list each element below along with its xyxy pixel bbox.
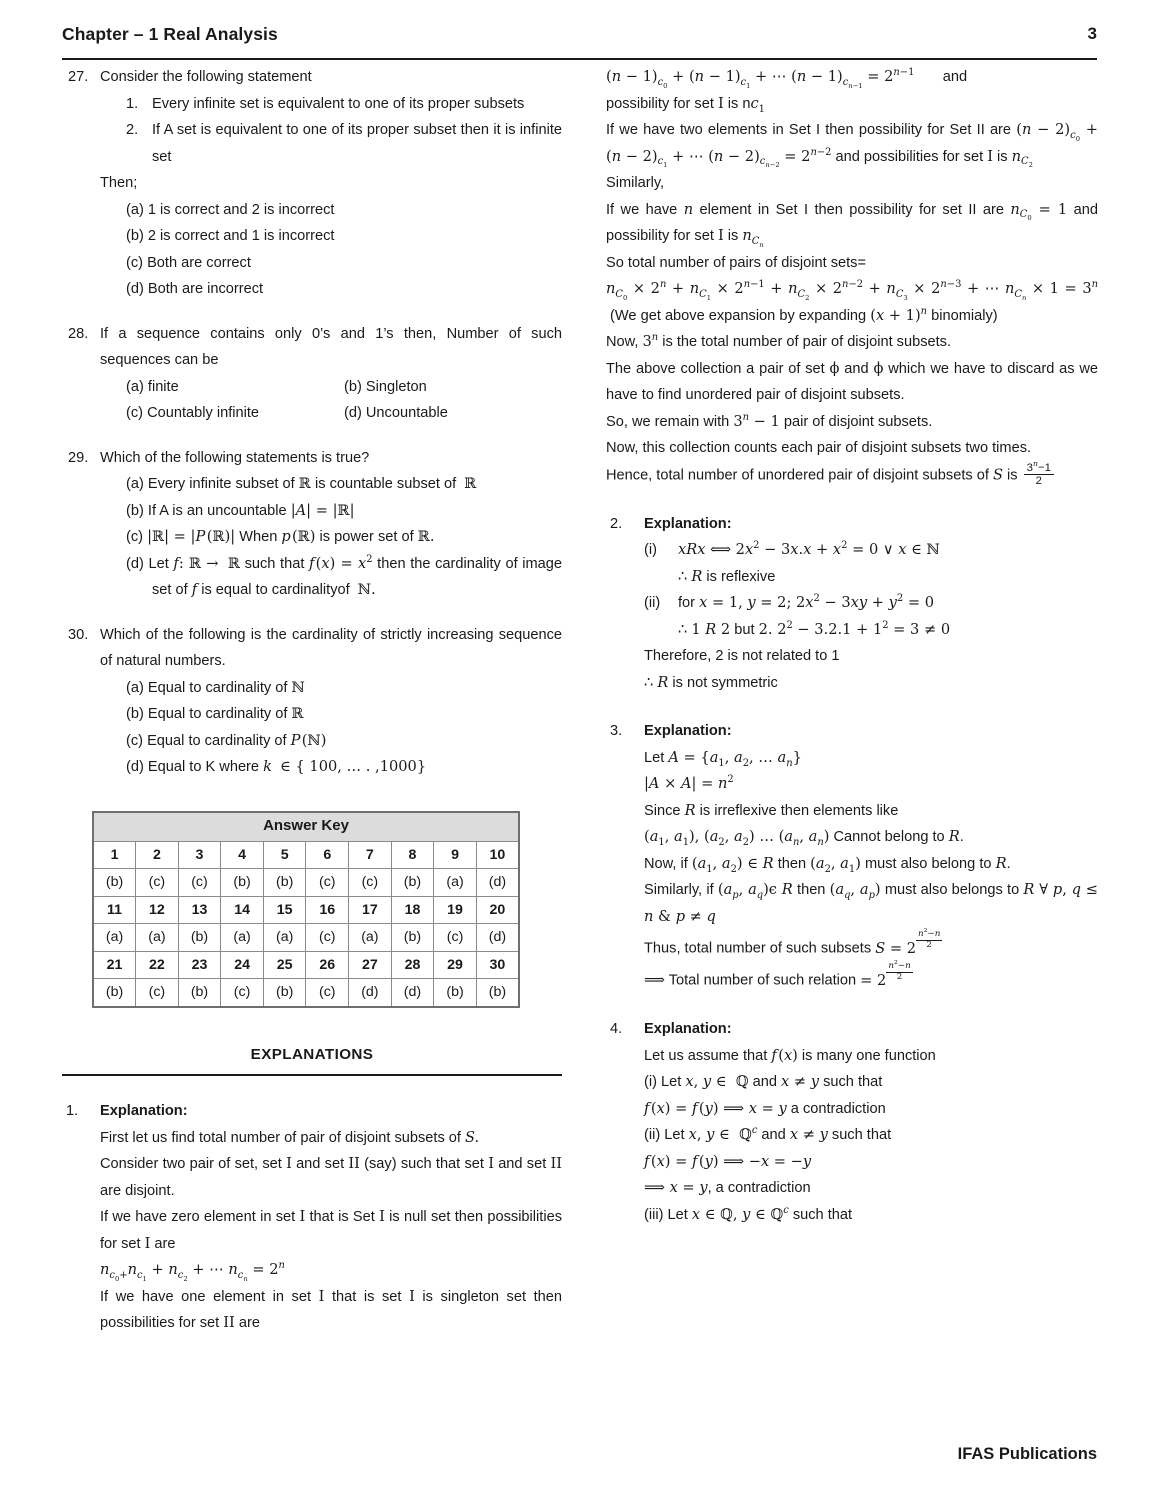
answer-key-question-number: 10 [476, 841, 519, 869]
page-header [62, 24, 1097, 60]
item-note: ∴ 1 R 2 but 2. $2^2 - 3.2.1 + 1^2 = 3 \ne 0$ [678, 619, 951, 638]
explanation-3 [606, 718, 1098, 994]
question-stem: Which of the following is the cardinality of strictly increasing sequence of natural numbers. [100, 626, 562, 669]
answer-key-question-number: 19 [434, 896, 477, 924]
answer-key-answer: (a) [263, 924, 306, 952]
answer-key-answer: (d) [476, 924, 519, 952]
answer-key-question-number: 3 [178, 841, 221, 869]
question-27 [62, 64, 562, 303]
answer-key-question-number: 4 [221, 841, 264, 869]
answer-key-answer: (d) [476, 869, 519, 897]
explanation-1-continued [606, 64, 1098, 489]
right-column [606, 64, 1098, 1228]
explanation-line: ⟹ x = y, a contradiction [644, 1179, 811, 1197]
chapter-title: Chapter – 1 Real Analysis [62, 24, 278, 44]
option-row [126, 400, 562, 427]
option-d[interactable]: (d) Let f: ℝ → ℝ such that f $(x) = x^2$ then the cardinality of image set of f is equal to cardinalityof ℕ. [126, 553, 563, 598]
explanation-number: 4. [610, 1021, 623, 1038]
question-body [100, 64, 562, 303]
answer-key-question-number: 5 [263, 841, 306, 869]
explanation-title: Explanation: [644, 723, 732, 740]
question-stem: If a sequence contains only 0’s and 1’s then, Number of such sequences can be [100, 325, 562, 368]
answer-key-question-number: 17 [349, 896, 392, 924]
answer-key-question-number: 24 [221, 951, 264, 979]
option-a[interactable]: (a) finite [126, 378, 179, 395]
question-body [100, 622, 562, 781]
item-body: for x = 1, y = 2; $2x^2 - 3xy + y^2 = 0$ [678, 593, 934, 612]
explanation-formula: $(n - 1)_{c_0} + (n - 1)_{c_1}$ + ⋯ $(n - 1)_{c_{n-1}} = 2^{n-1}$ and [606, 67, 968, 90]
page-footer: IFAS Publications [957, 1445, 1097, 1463]
explanations-divider [62, 1074, 562, 1076]
answer-key-number-row [93, 951, 519, 979]
sub-statement-number: 1. [126, 95, 139, 112]
answer-key-answer: (c) [221, 979, 264, 1007]
explanation-formula: $n_{c_0+}n_{c_1} + n_{c_2}$ + ⋯ $n_{c_n} = 2^n$ [100, 1260, 285, 1283]
answer-key-wrapper [92, 811, 562, 1008]
explanation-line: If we have one element in set I that is set I is singleton set then possibilities for set II are [100, 1287, 563, 1331]
explanation-number: 3. [610, 723, 623, 740]
answer-key-answer: (b) [93, 869, 136, 897]
answer-key-title: Answer Key [93, 812, 519, 842]
explanation-1 [62, 1098, 562, 1337]
answer-key-answer: (d) [349, 979, 392, 1007]
answer-key-question-number: 25 [263, 951, 306, 979]
explanation-line: Now, this collection counts each pair of disjoint subsets two times. [606, 440, 1032, 456]
question-body [100, 321, 562, 427]
question-29 [62, 445, 562, 604]
explanation-line: f (x) = f (y) ⟹ x = y a contradiction [644, 1099, 886, 1117]
question-number: 27. [68, 69, 89, 85]
explanation-line: Let $A = \{a_1$, $a_2$, … $a_n$} [644, 748, 802, 769]
answer-key-question-number: 23 [178, 951, 221, 979]
left-column [62, 64, 562, 1337]
explanation-line: So, we remain with $3^n - 1$ pair of disjoint subsets. [606, 411, 933, 430]
option-c[interactable]: (c) Countably infinite [126, 405, 260, 421]
explanation-number: 2. [610, 515, 623, 532]
answer-key-question-number: 20 [476, 896, 519, 924]
option-b[interactable]: (b) Equal to cardinality of ℝ [126, 705, 304, 722]
explanation-title: Explanation: [644, 1021, 732, 1038]
answer-key-question-number: 14 [221, 896, 264, 924]
explanation-4 [606, 1016, 1098, 1228]
explanation-line: Since R is irreflexive then elements like [644, 801, 899, 819]
option-b[interactable]: (b) 2 is correct and 1 is incorrect [126, 228, 335, 244]
explanation-formula: Thus, total number of such subsets S = 2 $\frac{n^2-n}{2}$ [644, 927, 941, 957]
answer-key-answer: (b) [93, 979, 136, 1007]
explanation-line: First let us find total number of pair of disjoint subsets of S. [100, 1128, 480, 1146]
sub-statement-text: If A set is equivalent to one of its proper subset then it is infinite set [152, 122, 562, 165]
answer-key-question-number: 12 [136, 896, 179, 924]
explanation-line: Now, 3$^n$ is the total number of pair of disjoint subsets. [606, 332, 952, 350]
explanation-title: Explanation: [100, 1103, 188, 1119]
answer-key-body [93, 841, 519, 1007]
answer-key-answer: (b) [476, 979, 519, 1007]
explanation-2 [606, 511, 1098, 697]
explanation-title: Explanation: [644, 515, 732, 532]
explanation-body [100, 1098, 562, 1337]
answer-key-question-number: 13 [178, 896, 221, 924]
item-body: xRx ⟺ $2x^2 - 3x.x + x^2 = 0$ ∨ x ∈ ℕ [678, 540, 940, 559]
answer-key-answer: (b) [178, 979, 221, 1007]
explanation-line: Hence, total number of unordered pair of disjoint subsets of S is $\frac{3^n-1}{2}$ [606, 462, 1098, 489]
question-stem: Consider the following statement [100, 69, 312, 85]
answer-key-question-number: 8 [391, 841, 434, 869]
explanation-formula: $n_{C_0} \times 2^n + n_{C_1} \times 2^{n-1} + n_{C_2} \times 2^{n-2} + n_{C_3} \times 2^{n-3}$ + ⋯ $n_{C_n} \times 1 = 3^n$ (We get above expansion by expanding $(x + 1)^n$ binomialy) [606, 279, 1099, 324]
answer-key-question-number: 15 [263, 896, 306, 924]
answer-key-question-number: 2 [136, 841, 179, 869]
explanation-body [644, 1016, 1098, 1228]
item-label: (i) [644, 542, 657, 559]
then-label: Then; [100, 175, 138, 191]
explanation-line: possibility for set I is $nc_1$ [606, 94, 765, 115]
option-c[interactable]: (c) Equal to cardinality of P (ℕ) [126, 731, 327, 749]
answer-key-answer: (c) [434, 924, 477, 952]
option-b[interactable]: (b) Singleton [344, 378, 427, 395]
explanation-formula: ⟹ Total number of such relation = 2 $\frac{n^2-n}{2}$ [644, 959, 911, 989]
answer-key-answer: (b) [221, 869, 264, 897]
explanations-heading: EXPLANATIONS [250, 1045, 374, 1063]
explanation-line: Now, if ($a_1$, $a_2$) ∈ R then ($a_2$, $a_1$) must also belong to R. [644, 854, 1011, 875]
explanation-line: Similarly, [606, 175, 665, 191]
question-number: 28. [68, 325, 89, 342]
item-label: (ii) [644, 595, 661, 612]
explanation-body [644, 511, 1098, 697]
option-d[interactable]: (d) Both are incorrect [126, 281, 264, 297]
question-number: 29. [68, 449, 89, 466]
answer-key-question-number: 29 [434, 951, 477, 979]
option-a[interactable]: (a) Equal to cardinality of ℕ [126, 678, 305, 696]
item-note: ∴ R is reflexive [678, 567, 776, 585]
option-b[interactable]: (b) If A is an uncountable |A| = |ℝ| [126, 501, 355, 519]
option-a[interactable]: (a) 1 is correct and 2 is incorrect [126, 201, 335, 218]
answer-key-question-number: 11 [93, 896, 136, 924]
explanation-line: Therefore, 2 is not related to 1 [644, 648, 840, 665]
answer-key-answer: (c) [306, 869, 349, 897]
option-c[interactable]: (c) |ℝ| = |P (ℝ)| When p (ℝ) is power set of ℝ. [126, 528, 435, 545]
answer-key-answer: (d) [391, 979, 434, 1007]
answer-key-answer: (a) [349, 924, 392, 952]
answer-key-answer: (c) [349, 869, 392, 897]
answer-key-answer: (b) [434, 979, 477, 1007]
sub-statement-number: 2. [126, 122, 139, 138]
answer-key-question-number: 26 [306, 951, 349, 979]
explanation-line: If we have two elements in Set I then possibility for Set II are $(n - 2)_{c_0} + (n - 2)_{c_1}$ + ⋯ $(n - 2)_{c_{n-2}} = 2^{n-2}$ and possibilities for set I is $n_{C_2}$ [606, 121, 1098, 170]
explanation-line: Consider two pair of set, set I and set II (say) such that set I and set II are disjoint. [100, 1155, 563, 1199]
answer-key-question-number: 28 [391, 951, 434, 979]
answer-key-question-number: 18 [391, 896, 434, 924]
explanation-item [644, 537, 1098, 564]
question-body [100, 445, 562, 604]
explanation-body [644, 718, 1098, 994]
question-number: 30. [68, 626, 89, 643]
explanation-line: (i) Let x, y ∈ ℚ and x ≠ y such that [644, 1073, 883, 1091]
answer-key-question-number: 21 [93, 951, 136, 979]
explanation-line: The above collection a pair of set ϕ and ϕ which we have to discard as we have to find unordered pair of disjoint subsets. [606, 359, 1098, 403]
explanation-line: ∴ R is not symmetric [644, 673, 778, 691]
answer-key-answer: (a) [221, 924, 264, 952]
explanation-line: ($a_1$, $a_1$), ($a_2$, $a_2$) … ($a_n$, $a_n$) Cannot belong to R. [644, 828, 964, 849]
answer-key-answer: (c) [136, 869, 179, 897]
explanation-item [644, 590, 1098, 617]
sub-statement [126, 117, 562, 170]
sub-statement-text: Every infinite set is equivalent to one of its proper subsets [152, 95, 525, 112]
explanation-number: 1. [66, 1103, 79, 1119]
explanation-line: So total number of pairs of disjoint sets= [606, 254, 866, 271]
answer-key-answer: (c) [306, 979, 349, 1007]
answer-key-answer: (b) [391, 924, 434, 952]
answer-key-answer: (c) [178, 869, 221, 897]
question-stem: Which of the following statements is true? [100, 449, 370, 466]
answer-key-question-number: 7 [349, 841, 392, 869]
answer-key-number-row [93, 896, 519, 924]
explanation-line: $|A \times A| = n^2$ [644, 774, 734, 793]
answer-key-answer-row [93, 979, 519, 1007]
option-a[interactable]: (a) Every infinite subset of ℝ is countable subset of ℝ [126, 475, 477, 492]
answer-key-table [92, 811, 520, 1008]
answer-key-answer: (b) [263, 979, 306, 1007]
sub-statement [126, 91, 562, 118]
explanation-line: Similarly, if ($a_p$, $a_q)\epsilon$ R then ($a_q$, $a_p$) must also belongs to R ∀ p, q ≤ n & p ≠ q [644, 881, 1099, 925]
answer-key-answer-row [93, 924, 519, 952]
answer-key-question-number: 6 [306, 841, 349, 869]
page-number: 3 [1087, 24, 1097, 43]
answer-key-question-number: 9 [434, 841, 477, 869]
answer-key-answer-row [93, 869, 519, 897]
option-d[interactable]: (d) Uncountable [344, 405, 448, 421]
answer-key-answer: (c) [306, 924, 349, 952]
explanation-line: Let us assume that f (x) is many one function [644, 1046, 936, 1064]
answer-key-answer: (b) [391, 869, 434, 897]
option-row [126, 374, 562, 401]
answer-key-answer: (a) [93, 924, 136, 952]
question-30 [62, 622, 562, 781]
answer-key-question-number: 22 [136, 951, 179, 979]
answer-key-question-number: 30 [476, 951, 519, 979]
answer-key-answer: (a) [136, 924, 179, 952]
explanation-line: If we have n element in Set I then possibility for set II are $n_{C_0} = 1$ and possibility for set I is $n_{C_n}$ [606, 200, 1098, 249]
answer-key-question-number: 1 [93, 841, 136, 869]
answer-key-question-number: 16 [306, 896, 349, 924]
explanation-line: f (x) = f (y) ⟹ −x = −y [644, 1152, 812, 1170]
answer-key-question-number: 27 [349, 951, 392, 979]
explanation-line: (ii) Let x, y ∈ ℚ$^c$ and x ≠ y such that [644, 1125, 892, 1144]
answer-key-answer: (c) [136, 979, 179, 1007]
answer-key-answer: (b) [263, 869, 306, 897]
option-c[interactable]: (c) Both are correct [126, 254, 251, 271]
answer-key-number-row [93, 841, 519, 869]
option-d[interactable]: (d) Equal to K where k ∈ { 100, … . ,1000} [126, 758, 427, 775]
answer-key-answer: (b) [178, 924, 221, 952]
explanation-line: If we have zero element in set I that is Set I is null set then possibilities for set I are [100, 1208, 562, 1252]
question-28 [62, 321, 562, 427]
explanation-line: (iii) Let x ∈ ℚ, y ∈ ℚ$^c$ such that [644, 1204, 853, 1223]
answer-key-answer: (a) [434, 869, 477, 897]
